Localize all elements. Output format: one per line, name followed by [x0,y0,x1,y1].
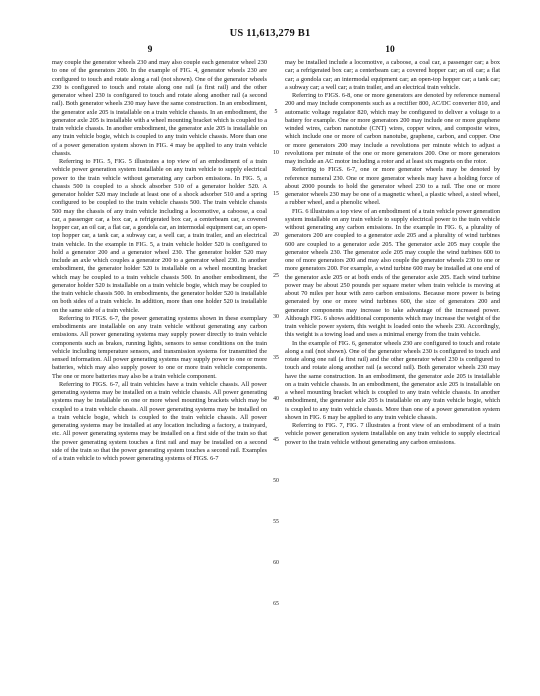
line-number-30: 30 [273,314,279,320]
right-column-number: 10 [385,45,395,55]
left-column-number: 9 [147,45,153,55]
left-paragraph-2: Referring to FIG. 5, FIG. 5 illustrates a top view of an embodiment of a train vehicle power generation system installable on any train vehicle to supply electrical power to the train vehicle without generating any carbon emissions. In FIG. 5, a chassis 500 is coupled to a shock absorber 510 of a generator holder 520. A generator holder 520 may include at least one of a shock adsorber 510 and a spring configured to be coupled to the train vehicle chassis 500. The train vehicle chassis 500 may the chassis of any train vehicle including a locomotive, a caboose, a coal car, a passenger car, a box car, a refrigerated box car, a centerbeam car, a covered hopper car, an oil car, a flat car, a gondola car, an intermodal equipment car, an open-top hopper car, a tank car, a subway car, a well car, a train trailer, and an electrical train vehicle. In the example in FIG. 5, a train vehicle holder 520 is configured to hold a generator 200 and a generator wheel 230. The generator holder 520 may include an axle which couples a generator 200 to a generator wheel 230. In another embodiment, the generator holder 520 is installable on a wheel mounting bracket which may be coupled to a train vehicle chassis 500. In another embodiment, the generator holder 520 is installable on a train vehicle bogie, which may be coupled to the train vehicle chassis 500. In embodiments, the generator holder 520 is installable on both sides of a train vehicle. In addition, more than one holder 520 is installable on the same side of a train vehicle. [52,158,267,314]
left-paragraph-1: may couple the generator wheels 230 and may also couple each generator wheel 230 to one of the generators 200. In the example of FIG. 4, generator wheels 230 are configured to touch and rotate along a rail (not shown). One of the generator wheels 230 is configured to touch and rotate along one rail (a first rail) and the other generator wheel 230 is configured to touch and rotate along another rail (a second rail). Both generator wheels 230 may have the same construction. In an embodiment, the generator axle 205 is installable on a train vehicle chassis. In an embodiment, the generator axle 205 is installable with a wheel mounting bracket which is coupled to a train vehicle chassis. In another embodiment, the generator axle 205 is installable on any train vehicle bogie, which is coupled to any train vehicle chassis. More than one of a power generation system shown in FIG. 4 may be applied to any train vehicle chassis. [52,59,267,157]
line-number-50: 50 [273,478,279,484]
line-number-5: 5 [274,109,278,115]
line-number-60: 60 [273,560,279,566]
right-column-text [285,59,500,679]
right-paragraph-3: Referring to FIGS. 6-7, one or more generator wheels may be denoted by reference numeral 230. One or more generator wheels may have a holding force of about 2000 pounds to hold the generator wheel 230 to a rail. The one or more generator wheels 230 may be one of a magnetic wheel, a plastic wheel, a steel wheel, a rubber wheel, and a phenolic wheel. [285,166,500,207]
right-paragraph-6: Referring to FIG. 7, FIG. 7 illustrates a front view of an embodiment of a train vehicle power generation system installable on any train vehicle to supply electrical power to the train vehicle without generating any carbon emissions. [285,422,500,446]
left-column-text [52,59,267,679]
right-paragraph-4: FIG. 6 illustrates a top view of an embodiment of a train vehicle power generation system installable on any train vehicle to supply electrical power to the train vehicle without generating any carbon emissions. In the example in FIG. 6, a plurality of generators 200 are coupled to a generator axle 205 and a plurality of wind turbines 600 are coupled to a generator axle 205. The generator axle 205 may couple the generator wheels 230. The generator axle 205 may couple the wind turbines 600 to one of more generators 200 and may also couple the generator wheels 230 to one or more generators 200. For example, a wind turbine 600 may be installed at one end of the generator axle 205 or at both ends of the generator axle 205. Each wind turbine power may be about 250 pounds per square meter when train vehicle is moving at about 70 miles per hour with zero carbon emissions. Because more power is being generated by one or more wind turbines 600, the size of generators 200 and generator components may increase to take advantage of the increased power. Although FIG. 6 shows additional components which may increase the weight of the train vehicle power system, this weight is loaded onto the wheels 230. Accordingly, this weight is a towing load and uses a minimal energy from the train vehicle. [285,207,500,339]
line-number-40: 40 [273,396,279,402]
line-number-25: 25 [273,273,279,279]
line-number-55: 55 [273,519,279,525]
line-number-20: 20 [273,232,279,238]
line-number-65: 65 [273,601,279,607]
right-paragraph-5: In the example of FIG. 6, generator wheels 230 are configured to touch and rotate along a rail (not shown). One of the generator wheels 230 is configured to touch and rotate along one rail (a first rail) and the other generator wheel 230 is configured to touch and rotate along another rail (a second rail). Both generator wheels 230 may have the same construction. In an embodiment, the generator axle 205 is installable on a train vehicle chassis. In an embodiment, the generator axle 205 is installable on a wheel mounting bracket which is coupled to any train vehicle chassis. In another embodiment, the generator axle 205 is installable on any train vehicle bogie, which is coupled to any train vehicle chassis. More than one of a power generation system shown in FIG. 6 may be applied to any train vehicle chassis. [285,339,500,421]
left-paragraph-3: Referring to FIGS. 6-7, the power generating systems shown in these exemplary embodiments are installable on any train vehicle without generating any carbon emissions. All power generating systems may supply power directly to train vehicle components such as brakes, running lights, sensors to sense conditions on the train vehicle including temperature sensors, and transmission systems for transmitted the sensed information. All power generating systems may supply power to one or more batteries, which may also supply power to one or more train vehicle components. The one or more batteries may also be a train vehicle component. [52,314,267,380]
right-paragraph-1: may be installed include a locomotive, a caboose, a coal car, a passenger car; a box car; a refrigerated box car; a centerbeam car; a covered hopper car; an oil car; a flat car; a gondola car; an intermodal equipment car; an open-top hopper car; a tank car; a subway car; a well car; a train trailer, and an electrical train vehicle. [285,59,500,91]
left-paragraph-4: Referring to FIGS. 6-7, all train vehicles have a train vehicle chassis. All power generating systems may be installed on a train vehicle chassis. All power generating systems may be installable on one or more wheel mounting brackets which may be coupled to a train vehicle chassis. All power generating systems may be installed on a train vehicle bogie, which is coupled to the train vehicle chassis. All power generating systems may be installed at any location including a factory, a trainyard, etc. All power generating systems may be installed on a first side of the train so that the power generating system touches a first rail and may be installed on a second side of the train so that the power generating system touches a second rail. Examples of a train vehicle to which power generating systems of FIGS. 6-7 [52,380,267,462]
line-number-45: 45 [273,437,279,443]
line-number-15: 15 [273,191,279,197]
right-paragraph-2: Referring to FIGS. 6-8, one or more generators are denoted by reference numeral 200 and may include components such as a rectifier 800, AC/DC converter 810, and automatic voltage regulator 820, which may be configured to deliver a voltage to a battery for example. One or more generators 200 may include one or more graphene winded wires, carbon nanotube (CNT) wires, copper wires, and composite wires, which include one or more of carbon nanotube, graphene, carbon, and copper. One or more generators 200 may include a revolutions per minute which to adjust a revolutions per minute of the one or more generators 200. One or more generators may include an AC motor including a rotor and at least six magnets on the rotor. [285,92,500,165]
line-number-10: 10 [273,150,279,156]
patent-number: US 11,613,279 B1 [229,28,311,39]
line-number-35: 35 [273,355,279,361]
